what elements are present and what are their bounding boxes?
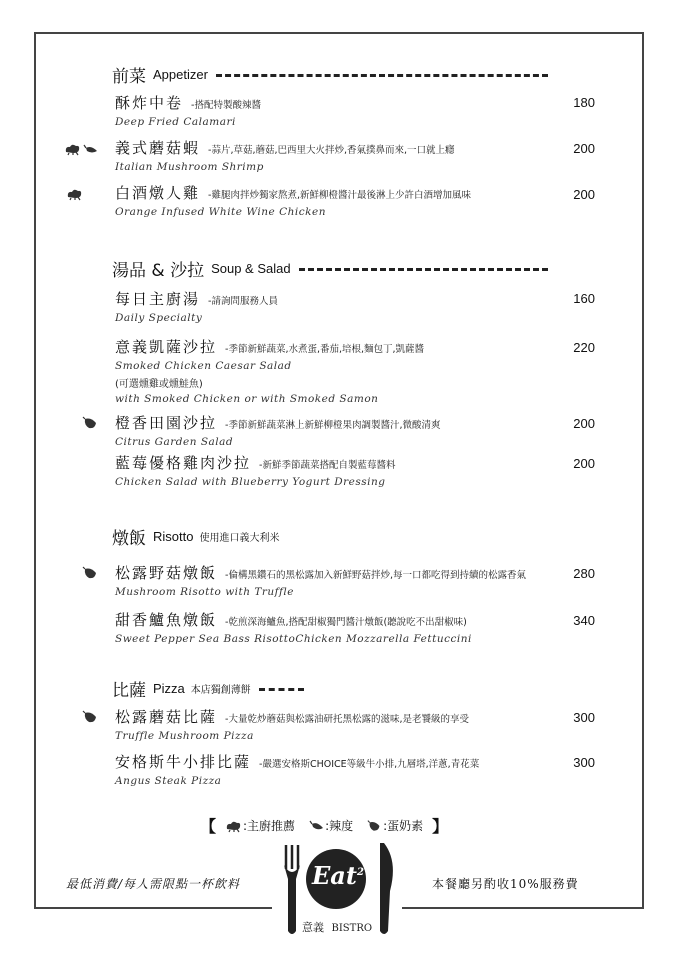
menu-item [115,609,595,645]
logo-sup: 2 [356,867,364,878]
legend-bracket-close: 】 [432,817,449,836]
item-price: 300 [573,755,595,770]
menu-item [115,751,595,787]
item-option-zh: (可選燻雞或燻鮭魚) [115,379,203,390]
menu-item [115,452,595,488]
item-english-name: Daily Specialty [115,312,203,324]
logo-main: Eat [312,861,357,890]
legend-chef [225,817,295,834]
logo-en: BISTRO [331,923,373,934]
chef-recommend-icon [66,187,84,201]
section-title-en: Soup & Salad [211,261,291,276]
section-title-zh: 湯品 & 沙拉 [112,261,205,281]
item-description: -搭配特製酸辣醬 [191,100,261,111]
item-english-name: Citrus Garden Salad [115,436,234,448]
item-description: -嚴選安格斯CHOICE等級牛小排,九層塔,洋蔥,青花菜 [259,759,480,770]
item-english-name: Angus Steak Pizza [115,775,222,787]
section-note: 本店獨創薄餅 [190,685,251,696]
item-name: 安格斯牛小排比薩 [115,753,252,771]
item-description: -新鮮季節蔬菜搭配自製藍莓醬料 [259,460,396,471]
logo-caption [302,919,372,935]
item-price: 200 [573,187,595,202]
item-description: -季節新鮮蔬菜,水煮蛋,番茄,培根,麵包丁,凱薩醬 [225,344,425,355]
item-name: 松露蘑菇比薩 [115,708,218,726]
chef-recommend-icon [225,819,243,833]
legend-veg-label: :蛋奶素 [383,819,424,833]
section-title-en: Pizza [153,681,185,696]
minimum-charge-note: 最低消費/每人需限點一杯飲料 [66,877,241,891]
section-title-en: Risotto [153,529,194,544]
vegetarian-icon [82,710,100,724]
chili-pepper-icon [309,820,325,832]
icon-legend [200,814,448,837]
menu-item [115,288,595,324]
legend-veg [367,817,423,834]
item-price: 200 [573,141,595,156]
item-option-en: with Smoked Chicken or with Smoked Samon [115,393,379,405]
section-note: 使用進口義大利米 [199,533,280,544]
section-divider [299,268,548,271]
item-price: 220 [573,340,595,355]
item-description: -請詢問服務人員 [208,296,278,307]
item-english-name: Italian Mushroom Shrimp [115,161,264,173]
item-name: 白酒燉人雞 [115,184,201,202]
section-header-risotto [112,524,548,549]
item-price: 200 [573,416,595,431]
item-name: 甜香鱸魚燉飯 [115,611,218,629]
menu-item [115,412,595,448]
item-english-name: Sweet Pepper Sea Bass RisottoChicken Mozzarella Fettuccini [115,633,472,645]
item-english-name: Chicken Salad with Blueberry Yogurt Dressing [115,476,386,488]
section-title-zh: 比薩 [112,681,146,701]
section-divider [259,688,304,691]
vegetarian-icon [82,566,100,580]
item-name: 松露野菇燉飯 [115,564,218,582]
item-name: 酥炸中卷 [115,94,184,112]
section-header-appetizer [112,62,548,87]
section-header-soup-salad [112,256,548,281]
item-description: -倫構黑鑽石的黑松露加入新鮮野菇拌炒,每一口都吃得到持續的松露香氣 [225,570,526,581]
item-english-name: Deep Fried Calamari [115,116,236,128]
legend-bracket-open: 【 [200,817,217,836]
item-english-name: Orange Infused White Wine Chicken [115,206,326,218]
item-description: -大量乾炒蘑菇與松露油研托黑松露的滋味,是老饕級的享受 [225,714,469,725]
legend-chef-label: :主廚推薦 [243,819,296,833]
menu-item [115,562,595,598]
section-header-pizza [112,676,548,701]
item-description: -蒜片,草菇,蘑菇,巴西里大火拌炒,香氣撲鼻而來,一口就上癮 [208,145,455,156]
item-name: 橙香田園沙拉 [115,414,218,432]
menu-item [115,137,595,173]
logo-zh: 意義 [302,921,324,934]
section-divider [216,74,548,77]
logo-text [312,861,364,890]
section-title-en: Appetizer [153,67,208,82]
item-english-name: Truffle Mushroom Pizza [115,730,254,742]
service-charge-note: 本餐廳另酌收10%服務費 [432,877,579,891]
item-name: 義式蘑菇蝦 [115,139,201,157]
chef-recommend-icon [64,142,100,156]
menu-item [115,336,595,405]
menu-item [115,92,595,128]
item-price: 280 [573,566,595,581]
menu-item [115,706,595,742]
legend-pepper-label: :辣度 [325,819,354,833]
item-price: 340 [573,613,595,628]
item-price: 160 [573,291,595,306]
legend-pepper [309,817,353,834]
item-english-name: Smoked Chicken Caesar Salad [115,360,292,372]
item-description: -雞腿肉拌炒獨家熬煮,新鮮柳橙醬汁最後淋上少許白酒增加風味 [208,190,471,201]
item-name: 藍莓優格雞肉沙拉 [115,454,252,472]
item-description: -季節新鮮蔬菜淋上新鮮柳橙果肉調製醬汁,微酸清爽 [225,420,441,431]
item-name: 意義凱薩沙拉 [115,338,218,356]
section-title-zh: 燉飯 [112,529,146,549]
menu-item [115,182,595,218]
item-description: -乾煎深海鱸魚,搭配甜椒獨門醬汁燉飯(聽說吃不出甜椒味) [225,617,467,628]
item-price: 200 [573,456,595,471]
section-title-zh: 前菜 [112,67,146,87]
vegetarian-icon [82,416,100,430]
bistro-logo [272,835,402,945]
item-price: 180 [573,95,595,110]
item-name: 每日主廚湯 [115,290,201,308]
vegetarian-icon [367,819,383,833]
item-price: 300 [573,710,595,725]
item-english-name: Mushroom Risotto with Truffle [115,586,294,598]
